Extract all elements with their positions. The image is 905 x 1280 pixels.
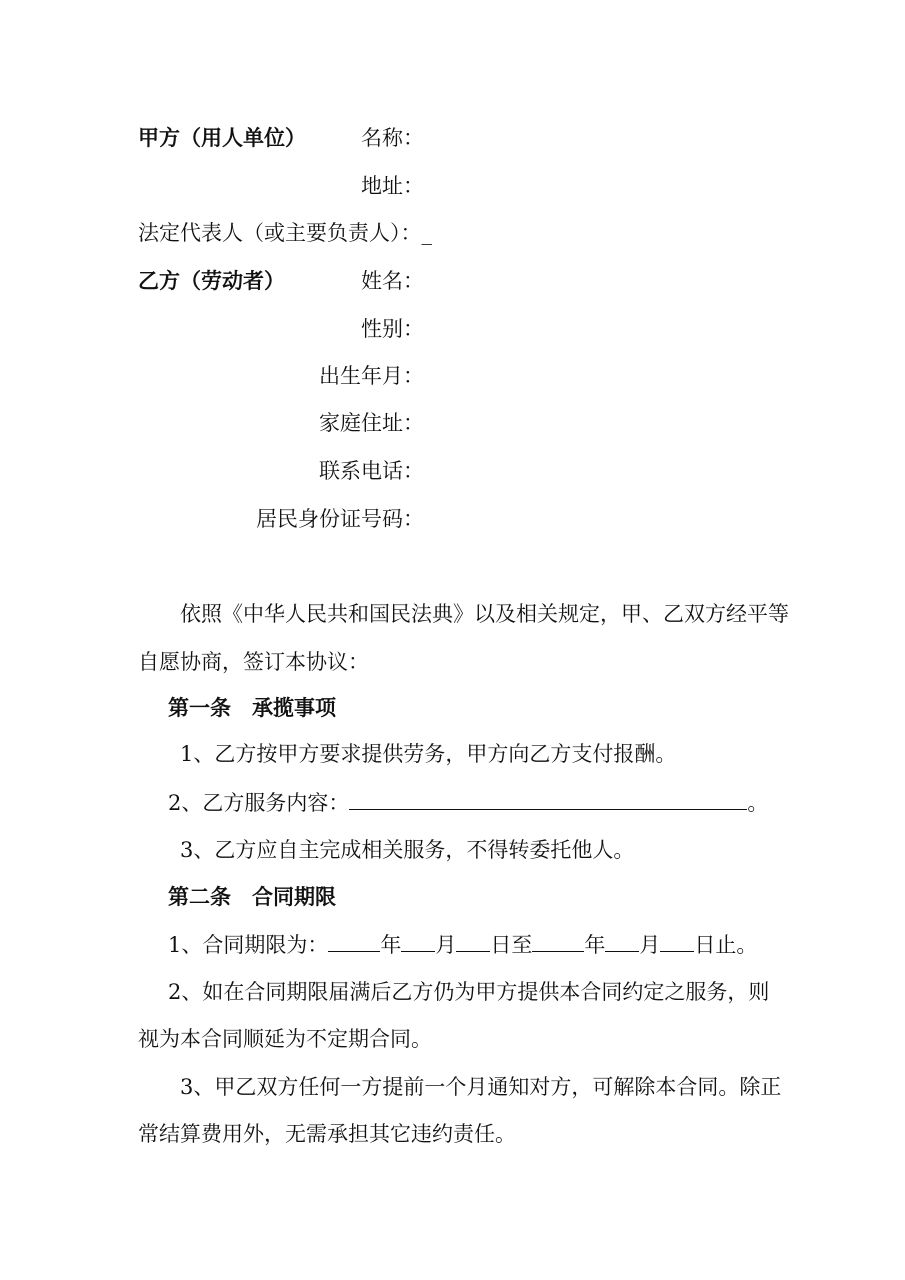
end-day-blank[interactable] bbox=[660, 931, 694, 952]
term-label: 1、合同期限为： bbox=[168, 933, 329, 957]
birth-date-label: 出生年月： bbox=[319, 364, 424, 388]
year-text-2: 年 bbox=[584, 933, 606, 957]
gender-label: 性别： bbox=[361, 317, 424, 341]
service-content-end: 。 bbox=[747, 791, 769, 815]
day-to-text: 日止。 bbox=[694, 933, 758, 957]
year-text: 年 bbox=[380, 933, 402, 957]
month-text-2: 月 bbox=[639, 933, 661, 957]
phone-label: 联系电话： bbox=[319, 459, 424, 483]
article-1-heading: 第一条 承揽事项 bbox=[168, 695, 336, 720]
article-2-item-3-line-2: 常结算费用外，无需承担其它违约责任。 bbox=[138, 1122, 516, 1146]
start-day-blank[interactable] bbox=[456, 931, 490, 952]
end-month-blank[interactable] bbox=[605, 931, 639, 952]
article-2-item-2-line-2: 视为本合同顺延为不定期合同。 bbox=[138, 1027, 432, 1051]
party-b-name-label: 姓名： bbox=[361, 269, 424, 293]
article-1-item-3: 3、乙方应自主完成相关服务，不得转委托他人。 bbox=[180, 838, 635, 862]
month-text: 月 bbox=[435, 933, 457, 957]
id-number-label: 居民身份证号码： bbox=[256, 507, 424, 531]
article-2-item-3-line-1: 3、甲乙双方任何一方提前一个月通知对方，可解除本合同。除正 bbox=[180, 1075, 782, 1099]
service-content-blank[interactable] bbox=[349, 789, 747, 810]
legal-representative-label: 法定代表人（或主要负责人）：_ bbox=[138, 221, 432, 245]
day-from-text: 日至 bbox=[490, 933, 533, 957]
party-b-title: 乙方（劳动者） bbox=[138, 268, 285, 293]
preamble-line-2: 自愿协商，签订本协议： bbox=[138, 650, 369, 674]
start-year-blank[interactable] bbox=[328, 931, 380, 952]
article-2-item-1 bbox=[168, 931, 757, 959]
party-a-name-label: 名称： bbox=[361, 126, 424, 150]
article-2-heading: 第二条 合同期限 bbox=[168, 884, 336, 909]
article-1-item-1: 1、乙方按甲方要求提供劳务，甲方向乙方支付报酬。 bbox=[180, 742, 677, 766]
service-content-label: 2、乙方服务内容： bbox=[168, 791, 350, 815]
start-month-blank[interactable] bbox=[401, 931, 435, 952]
article-1-item-2 bbox=[168, 789, 768, 817]
end-year-blank[interactable] bbox=[532, 931, 584, 952]
preamble-line-1: 依照《中华人民共和国民法典》以及相关规定，甲、乙双方经平等 bbox=[180, 602, 789, 626]
party-a-title: 甲方（用人单位） bbox=[138, 125, 306, 150]
party-a-address-label: 地址： bbox=[361, 174, 424, 198]
home-address-label: 家庭住址： bbox=[319, 411, 424, 435]
article-2-item-2-line-1: 2、如在合同期限届满后乙方仍为甲方提供本合同约定之服务，则 bbox=[168, 980, 770, 1004]
